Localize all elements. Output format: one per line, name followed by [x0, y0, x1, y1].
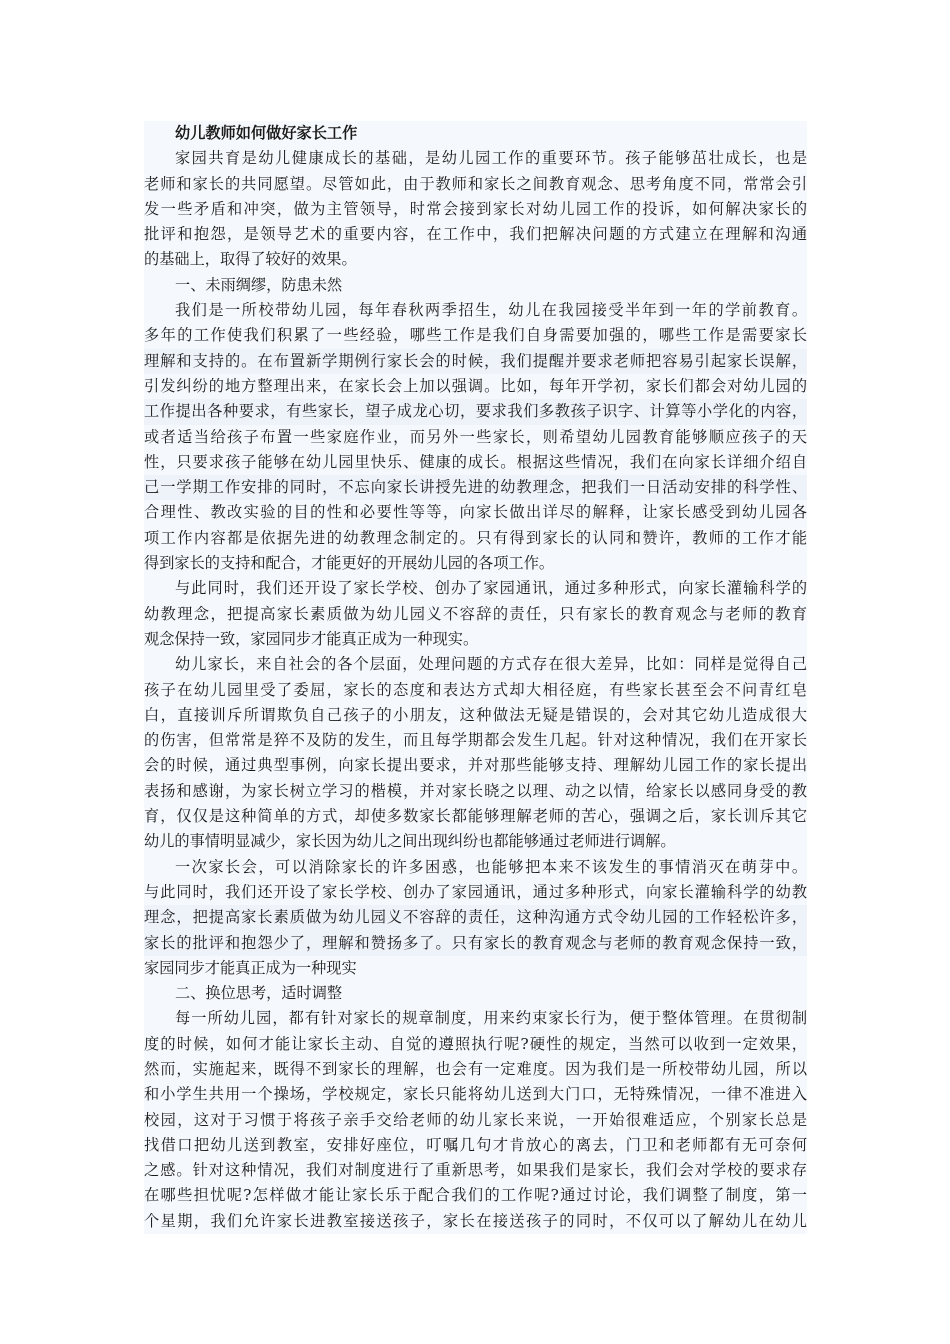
text-line: 多年的工作使我们积累了一些经验，哪些工作是我们自身需要加强的，哪些工作是需要家长 [144, 323, 807, 348]
text-line: 观念保持一致，家园同步才能真正成为一种现实。 [144, 627, 807, 652]
text-line: 得到家长的支持和配合，才能更好的开展幼儿园的各项工作。 [144, 551, 807, 576]
text-line: 的伤害，但常常是猝不及防的发生，而且每学期都会发生几起。针对这种情况，我们在开家长 [144, 728, 807, 753]
text-line: 的基础上，取得了较好的效果。 [144, 247, 807, 272]
document-page [144, 121, 807, 1234]
text-line: 育，仅仅是这种简单的方式，却使多数家长都能够理解老师的苦心，强调之后，家长训斥其它 [144, 804, 807, 829]
text-line: 和小学生共用一个操场，学校规定，家长只能将幼儿送到大门口，无特殊情况，一律不准进入 [144, 1082, 807, 1107]
text-line: 一次家长会，可以消除家长的许多困惑，也能够把本来不该发生的事情消灭在萌芽中。 [144, 855, 807, 880]
text-line: 表扬和感谢，为家长树立学习的楷模，并对家长晓之以理、动之以情，给家长以感同身受的教 [144, 779, 807, 804]
text-line: 个星期，我们允许家长进教室接送孩子，家长在接送孩子的同时，不仅可以了解幼儿在幼儿 [144, 1209, 807, 1234]
text-line: 工作提出各种要求，有些家长，望子成龙心切，要求我们多教孩子识字、计算等小学化的内容， [144, 399, 807, 424]
text-line: 家园同步才能真正成为一种现实 [144, 956, 807, 981]
text-line: 家园共育是幼儿健康成长的基础，是幼儿园工作的重要环节。孩子能够茁壮成长，也是 [144, 146, 807, 171]
text-line: 老师和家长的共同愿望。尽管如此，由于教师和家长之间教育观念、思考角度不同，常常会引 [144, 172, 807, 197]
text-line: 我们是一所校带幼儿园，每年春秋两季招生，幼儿在我园接受半年到一年的学前教育。 [144, 298, 807, 323]
document-title: 幼儿教师如何做好家长工作 [144, 121, 807, 146]
text-line: 项工作内容都是依据先进的幼教理念制定的。只有得到家长的认同和赞许，教师的工作才能 [144, 526, 807, 551]
text-line: 会的时候，通过典型事例，向家长提出要求，并对那些能够支持、理解幼儿园工作的家长提出 [144, 753, 807, 778]
text-line: 性，只要求孩子能够在幼儿园里快乐、健康的成长。根据这些情况，我们在向家长详细介绍自 [144, 450, 807, 475]
text-line: 理念，把提高家长素质做为幼儿园义不容辞的责任，这种沟通方式令幼儿园的工作轻松许多， [144, 905, 807, 930]
text-line: 孩子在幼儿园里受了委屈，家长的态度和表达方式却大相径庭，有些家长甚至会不问青红皂 [144, 678, 807, 703]
section-heading: 二、换位思考，适时调整 [144, 981, 807, 1006]
text-line: 家长的批评和抱怨少了，理解和赞扬多了。只有家长的教育观念与老师的教育观念保持一致， [144, 931, 807, 956]
section-heading: 一、未雨绸缪，防患未然 [144, 273, 807, 298]
text-line: 之感。针对这种情况，我们对制度进行了重新思考，如果我们是家长，我们会对学校的要求存 [144, 1158, 807, 1183]
text-line: 与此同时，我们还开设了家长学校、创办了家园通讯，通过多种形式，向家长灌输科学的幼教 [144, 880, 807, 905]
text-line: 度的时候，如何才能让家长主动、自觉的遵照执行呢?硬性的规定，当然可以收到一定效果， [144, 1032, 807, 1057]
text-line: 理解和支持的。在布置新学期例行家长会的时候，我们提醒并要求老师把容易引起家长误解， [144, 349, 807, 374]
text-line: 幼儿的事情明显减少，家长因为幼儿之间出现纠纷也都能够通过老师进行调解。 [144, 829, 807, 854]
text-line: 每一所幼儿园，都有针对家长的规章制度，用来约束家长行为，便于整体管理。在贯彻制 [144, 1006, 807, 1031]
text-line: 批评和抱怨，是领导艺术的重要内容，在工作中，我们把解决问题的方式建立在理解和沟通 [144, 222, 807, 247]
text-line: 己一学期工作安排的同时，不忘向家长讲授先进的幼教理念，把我们一日活动安排的科学性、 [144, 475, 807, 500]
text-line: 发一些矛盾和冲突，做为主管领导，时常会接到家长对幼儿园工作的投诉，如何解决家长的 [144, 197, 807, 222]
text-line: 幼教理念，把提高家长素质做为幼儿园义不容辞的责任，只有家长的教育观念与老师的教育 [144, 602, 807, 627]
text-line: 或者适当给孩子布置一些家庭作业，而另外一些家长，则希望幼儿园教育能够顺应孩子的天 [144, 425, 807, 450]
text-line: 然而，实施起来，既得不到家长的理解，也会有一定难度。因为我们是一所校带幼儿园，所以 [144, 1057, 807, 1082]
text-line: 白，直接训斥所谓欺负自己孩子的小朋友，这种做法无疑是错误的，会对其它幼儿造成很大 [144, 703, 807, 728]
text-line: 幼儿家长，来自社会的各个层面，处理问题的方式存在很大差异，比如：同样是觉得自己 [144, 652, 807, 677]
text-line: 引发纠纷的地方整理出来，在家长会上加以强调。比如，每年开学初，家长们都会对幼儿园的 [144, 374, 807, 399]
text-line: 找借口把幼儿送到教室，安排好座位，叮嘱几句才肯放心的离去，门卫和老师都有无可奈何 [144, 1133, 807, 1158]
text-line: 与此同时，我们还开设了家长学校、创办了家园通讯，通过多种形式，向家长灌输科学的 [144, 576, 807, 601]
text-line: 合理性、教改实验的目的性和必要性等等，向家长做出详尽的解释，让家长感受到幼儿园各 [144, 500, 807, 525]
text-line: 校园，这对于习惯于将孩子亲手交给老师的幼儿家长来说，一开始很难适应，个别家长总是 [144, 1108, 807, 1133]
text-line: 在哪些担忧呢?怎样做才能让家长乐于配合我们的工作呢?通过讨论，我们调整了制度，第一 [144, 1183, 807, 1208]
